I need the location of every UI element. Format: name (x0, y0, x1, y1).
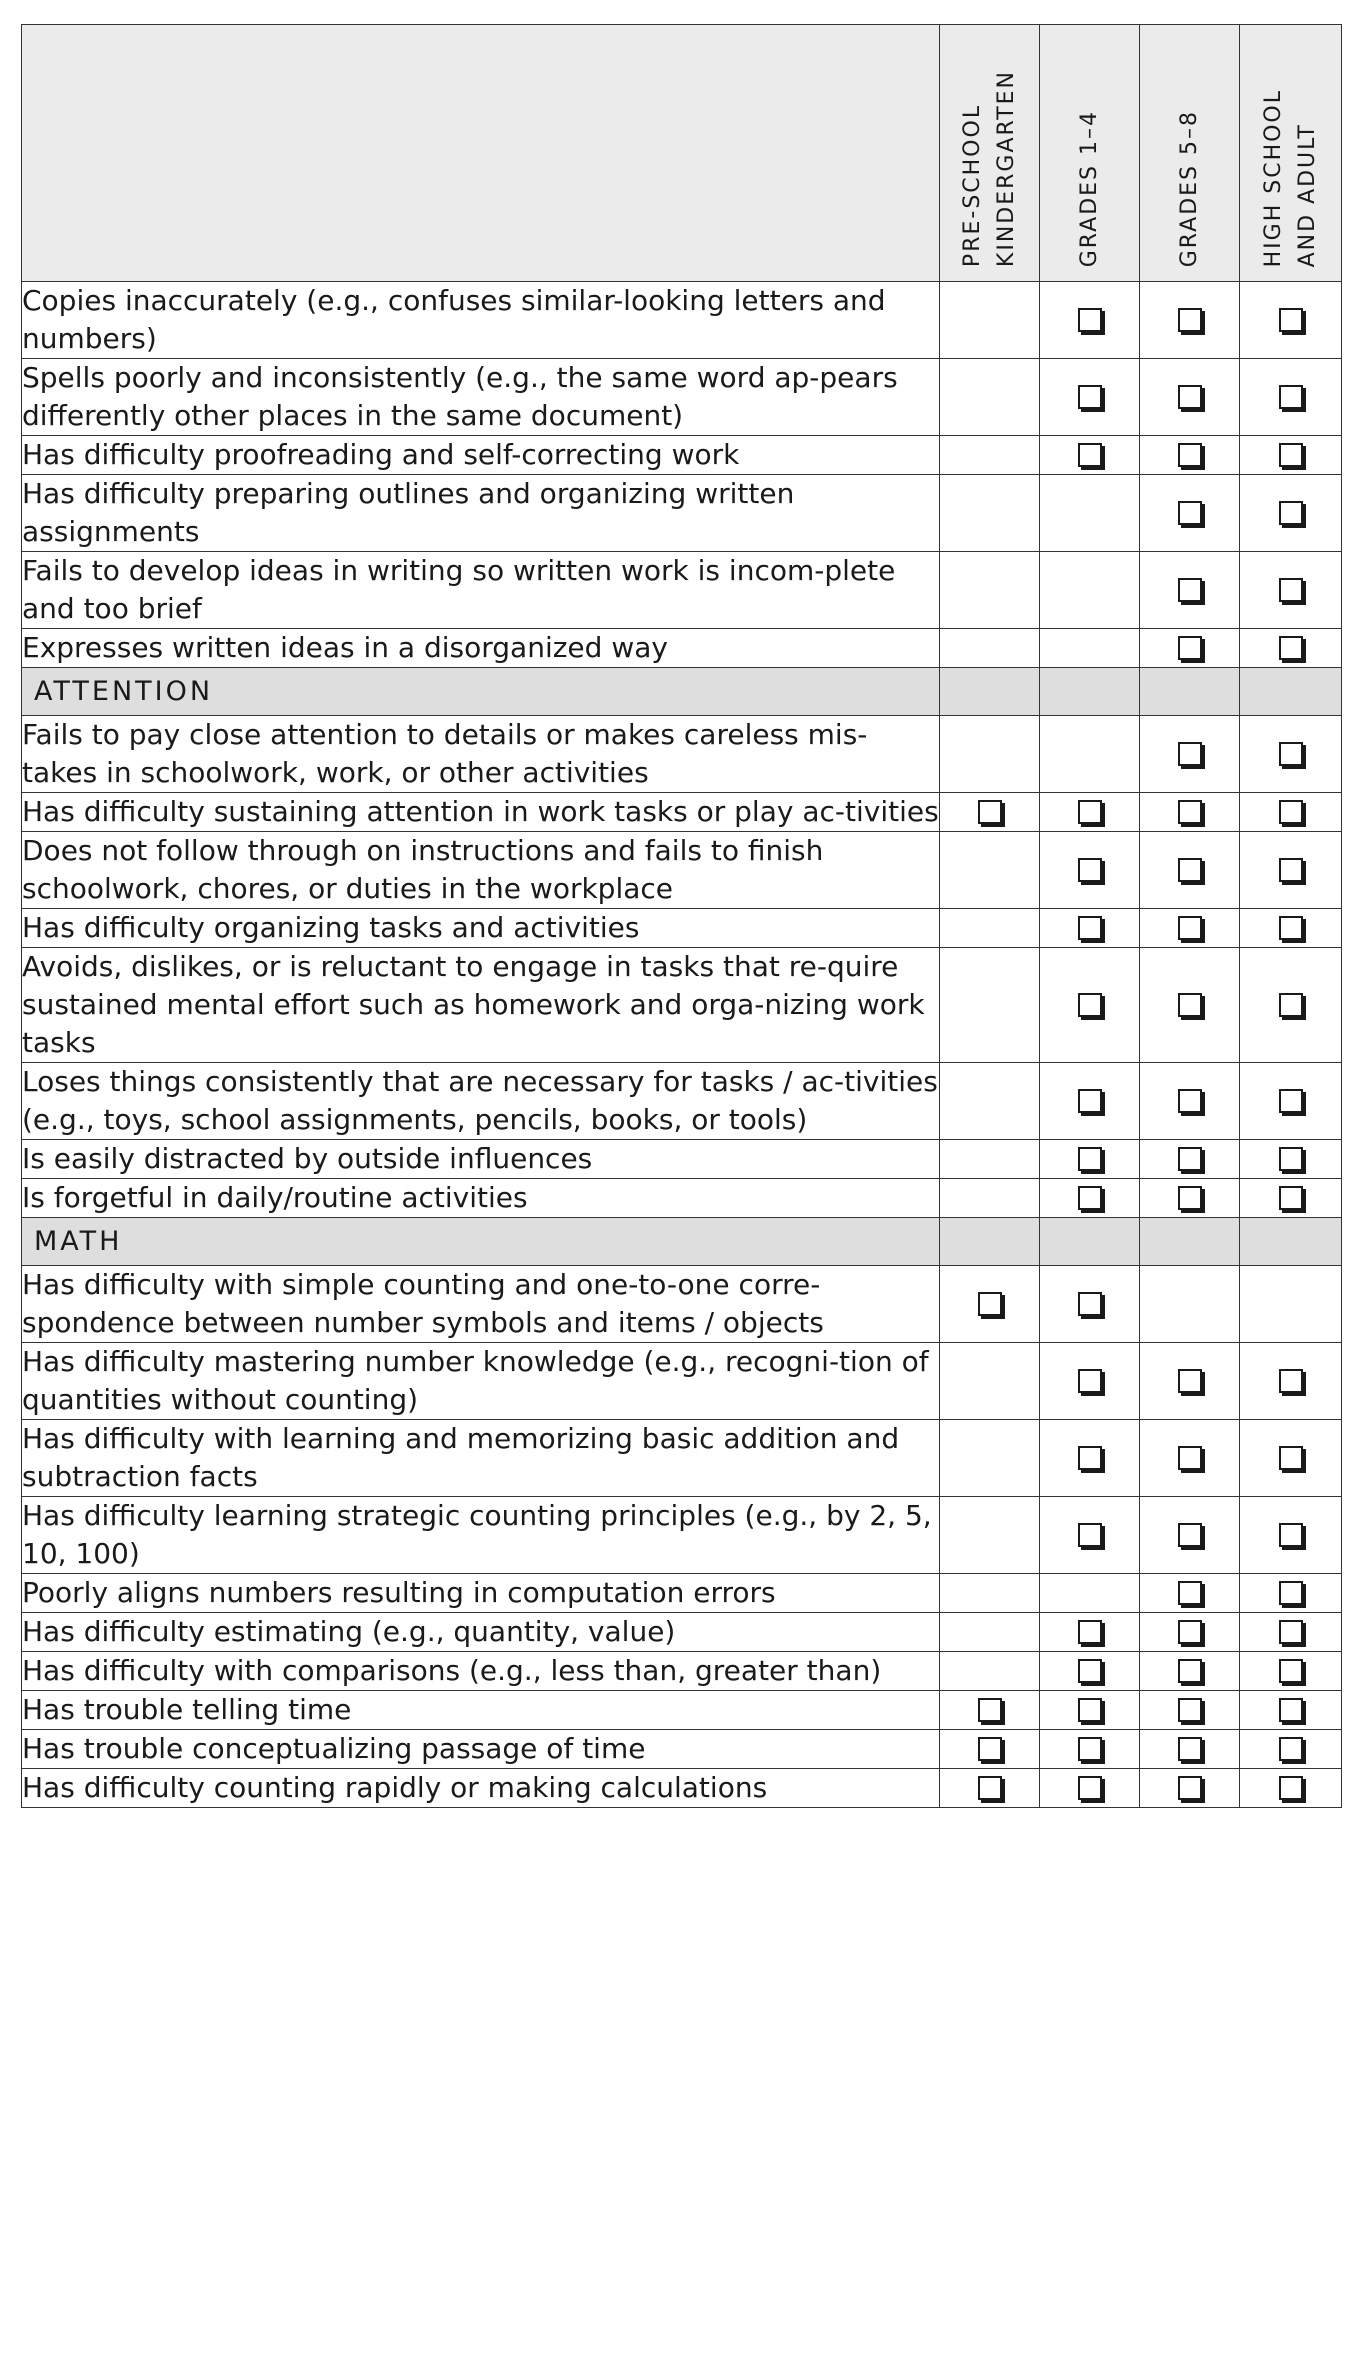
checkbox[interactable] (1279, 916, 1303, 940)
check-cell (940, 1343, 1040, 1420)
check-cell (1040, 629, 1140, 668)
check-cell (1140, 793, 1240, 832)
item-description: Has difficulty proofreading and self-correcting work (22, 436, 940, 475)
checkbox[interactable] (1279, 993, 1303, 1017)
check-cell (940, 1652, 1040, 1691)
check-cell (1240, 1730, 1342, 1769)
item-description: Has trouble telling time (22, 1691, 940, 1730)
check-cell (1140, 832, 1240, 909)
check-cell (1140, 1730, 1240, 1769)
check-cell (1240, 793, 1342, 832)
checkbox[interactable] (1178, 993, 1202, 1017)
checkbox[interactable] (1178, 1186, 1202, 1210)
header-label: PRE-SCHOOL KINDERGARTEN (959, 69, 1019, 267)
check-cell (1140, 282, 1240, 359)
check-cell (1140, 716, 1240, 793)
check-cell (940, 1420, 1040, 1497)
check-cell (1240, 359, 1342, 436)
checkbox[interactable] (1178, 1659, 1202, 1683)
check-cell (1040, 1730, 1140, 1769)
checkbox[interactable] (1279, 1147, 1303, 1171)
checkbox[interactable] (1279, 800, 1303, 824)
item-description: Spells poorly and inconsistently (e.g., the same word ap-pears differently other places in the same document) (22, 359, 940, 436)
item-description: Is easily distracted by outside influences (22, 1140, 940, 1179)
checklist-row (22, 1769, 1342, 1808)
check-cell (940, 1769, 1040, 1808)
check-cell (1040, 1140, 1140, 1179)
check-cell (1240, 1574, 1342, 1613)
checkbox[interactable] (1078, 1776, 1102, 1800)
section-title: MATH (22, 1218, 940, 1266)
checklist-row (22, 1179, 1342, 1218)
check-cell (940, 1179, 1040, 1218)
checkbox[interactable] (1279, 501, 1303, 525)
checkbox[interactable] (1279, 1620, 1303, 1644)
checkbox[interactable] (1078, 1620, 1102, 1644)
check-cell (940, 552, 1040, 629)
check-cell (1040, 1769, 1140, 1808)
checkbox[interactable] (1279, 308, 1303, 332)
checkbox[interactable] (1078, 1698, 1102, 1722)
check-cell (1040, 1652, 1140, 1691)
item-description: Has difficulty with learning and memorizing basic addition and subtraction facts (22, 1420, 940, 1497)
checklist-row (22, 1140, 1342, 1179)
check-cell (1140, 1179, 1240, 1218)
check-cell (940, 1063, 1040, 1140)
item-description: Has difficulty organizing tasks and activities (22, 909, 940, 948)
check-cell (1240, 948, 1342, 1063)
checkbox[interactable] (978, 1776, 1002, 1800)
checkbox[interactable] (1178, 1147, 1202, 1171)
checkbox[interactable] (1178, 1523, 1202, 1547)
checkbox[interactable] (1279, 1737, 1303, 1761)
item-description: Copies inaccurately (e.g., confuses similar-looking letters and numbers) (22, 282, 940, 359)
checkbox[interactable] (1078, 1089, 1102, 1113)
checkbox[interactable] (1178, 1698, 1202, 1722)
checkbox[interactable] (1078, 858, 1102, 882)
checklist-row (22, 909, 1342, 948)
checkbox[interactable] (1078, 385, 1102, 409)
check-cell (1040, 1266, 1140, 1343)
check-cell (1040, 1574, 1140, 1613)
check-cell (1240, 1179, 1342, 1218)
checkbox[interactable] (1178, 1446, 1202, 1470)
item-description: Does not follow through on instructions and fails to finish schoolwork, chores, or duties in the workplace (22, 832, 940, 909)
checklist-row (22, 1574, 1342, 1613)
item-description: Has difficulty estimating (e.g., quantity, value) (22, 1613, 940, 1652)
check-cell (1040, 1420, 1140, 1497)
item-description: Has difficulty counting rapidly or making calculations (22, 1769, 940, 1808)
check-cell (940, 436, 1040, 475)
check-cell (1040, 1613, 1140, 1652)
check-cell (1040, 436, 1140, 475)
check-cell (1140, 552, 1240, 629)
checkbox[interactable] (1078, 1523, 1102, 1547)
check-cell (940, 948, 1040, 1063)
check-cell (1240, 436, 1342, 475)
check-cell (1140, 1140, 1240, 1179)
item-description: Has difficulty learning strategic counting principles (e.g., by 2, 5, 10, 100) (22, 1497, 940, 1574)
check-cell (940, 359, 1040, 436)
section-empty-cell (1040, 668, 1140, 716)
checklist-row (22, 552, 1342, 629)
checkbox[interactable] (1078, 1737, 1102, 1761)
check-cell (1140, 1420, 1240, 1497)
checkbox[interactable] (1178, 385, 1202, 409)
checklist-row (22, 832, 1342, 909)
check-cell (1140, 475, 1240, 552)
section-empty-cell (940, 668, 1040, 716)
check-cell (1040, 359, 1140, 436)
check-cell (1240, 1691, 1342, 1730)
check-cell (940, 1266, 1040, 1343)
checkbox[interactable] (1279, 385, 1303, 409)
checklist-row (22, 716, 1342, 793)
checkbox[interactable] (1279, 1089, 1303, 1113)
checkbox[interactable] (1279, 443, 1303, 467)
checkbox[interactable] (1279, 742, 1303, 766)
checklist-row (22, 1266, 1342, 1343)
check-cell (1140, 436, 1240, 475)
check-cell (1140, 1613, 1240, 1652)
check-cell (1240, 1063, 1342, 1140)
check-cell (1040, 475, 1140, 552)
check-cell (940, 909, 1040, 948)
checkbox[interactable] (1178, 1089, 1202, 1113)
check-cell (1240, 832, 1342, 909)
check-cell (1140, 1769, 1240, 1808)
checklist-row (22, 793, 1342, 832)
check-cell (940, 832, 1040, 909)
checkbox[interactable] (1279, 1659, 1303, 1683)
check-cell (1040, 282, 1140, 359)
check-cell (1240, 1140, 1342, 1179)
checkbox[interactable] (978, 1292, 1002, 1316)
checkbox[interactable] (1078, 308, 1102, 332)
checkbox[interactable] (1078, 1186, 1102, 1210)
check-cell (1040, 832, 1140, 909)
check-cell (1240, 1266, 1342, 1343)
check-cell (940, 716, 1040, 793)
checklist-row (22, 1497, 1342, 1574)
item-description: Fails to develop ideas in writing so written work is incom-plete and too brief (22, 552, 940, 629)
check-cell (1240, 1497, 1342, 1574)
check-cell (1140, 359, 1240, 436)
checklist-row (22, 1652, 1342, 1691)
checkbox[interactable] (1078, 993, 1102, 1017)
check-cell (1140, 1063, 1240, 1140)
check-cell (1140, 948, 1240, 1063)
checkbox[interactable] (1279, 636, 1303, 660)
checkbox[interactable] (1078, 1292, 1102, 1316)
check-cell (1040, 1179, 1140, 1218)
checklist-row (22, 1343, 1342, 1420)
checkbox[interactable] (1279, 1523, 1303, 1547)
checklist-row (22, 1613, 1342, 1652)
item-description: Avoids, dislikes, or is reluctant to engage in tasks that re-quire sustained mental effort such as homework and orga-nizing work tasks (22, 948, 940, 1063)
checkbox[interactable] (1279, 578, 1303, 602)
checkbox[interactable] (1279, 1186, 1303, 1210)
check-cell (1040, 1691, 1140, 1730)
section-empty-cell (1040, 1218, 1140, 1266)
checklist-row (22, 629, 1342, 668)
checkbox[interactable] (1279, 1369, 1303, 1393)
checklist-row (22, 1420, 1342, 1497)
header-row (22, 25, 1342, 282)
check-cell (940, 1613, 1040, 1652)
checkbox[interactable] (1178, 1581, 1202, 1605)
check-cell (1140, 1652, 1240, 1691)
check-cell (940, 1691, 1040, 1730)
check-cell (1040, 909, 1140, 948)
check-cell (1240, 716, 1342, 793)
checkbox[interactable] (1078, 800, 1102, 824)
check-cell (1240, 1613, 1342, 1652)
header-label: GRADES 5–8 (1176, 109, 1202, 267)
check-cell (1040, 948, 1140, 1063)
checkbox[interactable] (1178, 443, 1202, 467)
checklist-row (22, 948, 1342, 1063)
check-cell (940, 1574, 1040, 1613)
item-description: Expresses written ideas in a disorganized way (22, 629, 940, 668)
check-cell (1240, 629, 1342, 668)
checkbox[interactable] (1178, 1737, 1202, 1761)
checkbox[interactable] (1178, 1369, 1202, 1393)
checkbox[interactable] (1178, 1776, 1202, 1800)
check-cell (1240, 909, 1342, 948)
checkbox[interactable] (1078, 1446, 1102, 1470)
checklist-row (22, 359, 1342, 436)
header-label: HIGH SCHOOL AND ADULT (1260, 88, 1320, 267)
checklist-row (22, 282, 1342, 359)
item-description: Has difficulty with simple counting and one-to-one corre-spondence between number symbols and items / objects (22, 1266, 940, 1343)
header-label: GRADES 1–4 (1076, 109, 1102, 267)
item-description: Loses things consistently that are necessary for tasks / ac-tivities (e.g., toys, school assignments, pencils, books, or tools) (22, 1063, 940, 1140)
check-cell (940, 1730, 1040, 1769)
item-description: Has difficulty sustaining attention in work tasks or play ac-tivities (22, 793, 940, 832)
check-cell (1240, 282, 1342, 359)
section-empty-cell (940, 1218, 1040, 1266)
check-cell (1040, 1063, 1140, 1140)
item-description: Fails to pay close attention to details or makes careless mis-takes in schoolwork, work, or other activities (22, 716, 940, 793)
section-empty-cell (1140, 1218, 1240, 1266)
checklist-row (22, 436, 1342, 475)
checkbox[interactable] (1178, 308, 1202, 332)
check-cell (940, 793, 1040, 832)
checkbox[interactable] (1178, 501, 1202, 525)
header-blank-cell (22, 25, 940, 282)
check-cell (1140, 1497, 1240, 1574)
checklist-row (22, 1063, 1342, 1140)
checklist-row (22, 1691, 1342, 1730)
checkbox[interactable] (1279, 1776, 1303, 1800)
item-description: Poorly aligns numbers resulting in computation errors (22, 1574, 940, 1613)
checkbox[interactable] (1178, 578, 1202, 602)
checkbox[interactable] (1178, 636, 1202, 660)
check-cell (940, 475, 1040, 552)
checkbox[interactable] (1078, 1659, 1102, 1683)
header-col-grades-1-4 (1040, 25, 1140, 282)
section-empty-cell (1240, 1218, 1342, 1266)
checkbox[interactable] (1279, 1698, 1303, 1722)
checkbox[interactable] (1078, 916, 1102, 940)
check-cell (1040, 552, 1140, 629)
checkbox[interactable] (1178, 1620, 1202, 1644)
check-cell (1240, 1769, 1342, 1808)
check-cell (1040, 1343, 1140, 1420)
checkbox[interactable] (1178, 800, 1202, 824)
checkbox[interactable] (1279, 1446, 1303, 1470)
section-empty-cell (1240, 668, 1342, 716)
checklist-table (21, 24, 1342, 1808)
check-cell (1140, 1691, 1240, 1730)
checkbox[interactable] (1078, 1147, 1102, 1171)
checklist-body (22, 282, 1342, 1808)
checklist-row (22, 1730, 1342, 1769)
checkbox[interactable] (1178, 916, 1202, 940)
check-cell (1040, 793, 1140, 832)
header-col-preschool (940, 25, 1040, 282)
section-title: ATTENTION (22, 668, 940, 716)
checklist-row (22, 475, 1342, 552)
checkbox[interactable] (978, 1737, 1002, 1761)
checklist-wrapper (21, 24, 1341, 1808)
checkbox[interactable] (978, 1698, 1002, 1722)
checkbox[interactable] (978, 800, 1002, 824)
check-cell (1140, 1343, 1240, 1420)
check-cell (1240, 1420, 1342, 1497)
item-description: Is forgetful in daily/routine activities (22, 1179, 940, 1218)
check-cell (1040, 1497, 1140, 1574)
header-col-high-school (1240, 25, 1342, 282)
check-cell (1140, 909, 1240, 948)
check-cell (1240, 552, 1342, 629)
checkbox[interactable] (1178, 858, 1202, 882)
check-cell (1140, 1266, 1240, 1343)
item-description: Has trouble conceptualizing passage of time (22, 1730, 940, 1769)
check-cell (940, 1497, 1040, 1574)
checkbox[interactable] (1279, 858, 1303, 882)
section-header-row (22, 668, 1342, 716)
section-header-row (22, 1218, 1342, 1266)
item-description: Has difficulty with comparisons (e.g., less than, greater than) (22, 1652, 940, 1691)
check-cell (1240, 1343, 1342, 1420)
check-cell (940, 629, 1040, 668)
item-description: Has difficulty preparing outlines and organizing written assignments (22, 475, 940, 552)
header-col-grades-5-8 (1140, 25, 1240, 282)
check-cell (1240, 475, 1342, 552)
checkbox[interactable] (1078, 443, 1102, 467)
section-empty-cell (1140, 668, 1240, 716)
check-cell (940, 1140, 1040, 1179)
check-cell (1040, 716, 1140, 793)
check-cell (940, 282, 1040, 359)
check-cell (1140, 629, 1240, 668)
checkbox[interactable] (1178, 742, 1202, 766)
checkbox[interactable] (1078, 1369, 1102, 1393)
checkbox[interactable] (1279, 1581, 1303, 1605)
item-description: Has difficulty mastering number knowledge (e.g., recogni-tion of quantities without counting) (22, 1343, 940, 1420)
check-cell (1140, 1574, 1240, 1613)
check-cell (1240, 1652, 1342, 1691)
